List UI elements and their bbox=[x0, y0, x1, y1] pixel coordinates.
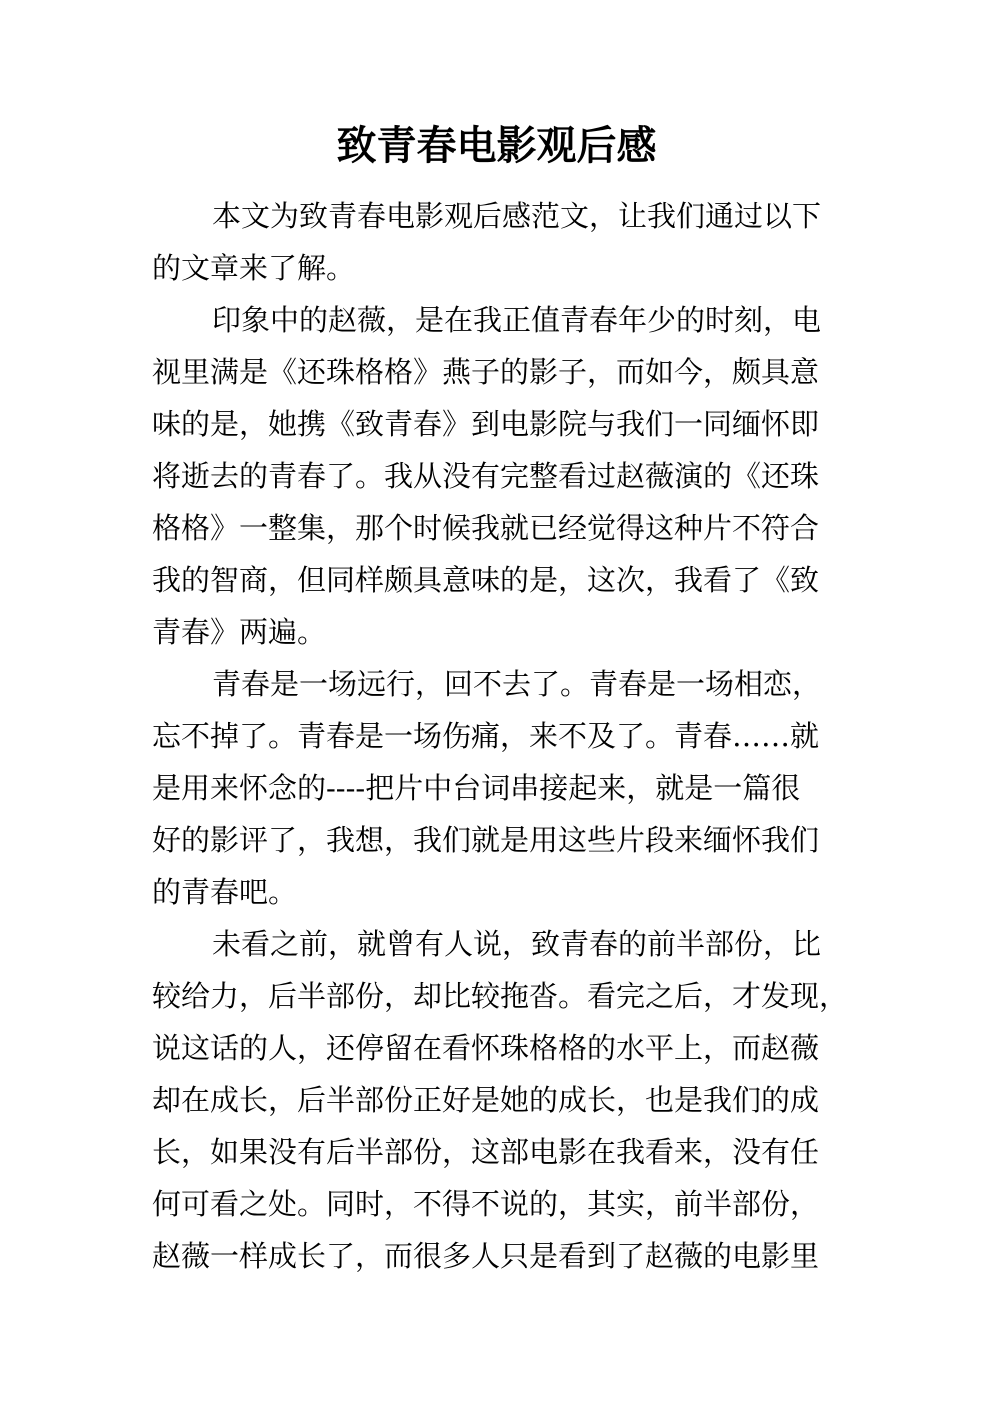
paragraph-4-line-7: 赵薇一样成长了，而很多人只是看到了赵薇的电影里 bbox=[152, 1239, 820, 1273]
paragraph-1-line-1: 本文为致青春电影观后感范文，让我们通过以下 bbox=[212, 199, 822, 233]
paragraph-2-line-6: 我的智商，但同样颇具意味的是，这次，我看了《致 bbox=[152, 563, 820, 597]
paragraph-3-line-4: 好的影评了，我想，我们就是用这些片段来缅怀我们 bbox=[152, 823, 820, 857]
paragraph-3-line-1: 青春是一场远行，回不去了。青春是一场相恋， bbox=[212, 667, 822, 701]
paragraph-2-line-4: 将逝去的青春了。我从没有完整看过赵薇演的《还珠 bbox=[152, 459, 820, 493]
paragraph-4-line-4: 却在成长，后半部份正好是她的成长，也是我们的成 bbox=[152, 1083, 820, 1117]
paragraph-4-line-3: 说这话的人，还停留在看怀珠格格的水平上，而赵薇 bbox=[152, 1031, 820, 1065]
paragraph-2-line-1: 印象中的赵薇，是在我正值青春年少的时刻，电 bbox=[212, 303, 822, 337]
paragraph-3-line-5: 的青春吧。 bbox=[152, 875, 298, 909]
paragraph-3-line-2: 忘不掉了。青春是一场伤痛，来不及了。青春……就 bbox=[152, 719, 820, 753]
paragraph-4-line-1: 未看之前，就曾有人说，致青春的前半部份，比 bbox=[212, 927, 822, 961]
paragraph-2-line-5: 格格》一整集，那个时候我就已经觉得这种片不符合 bbox=[152, 511, 820, 545]
document-title: 致青春电影观后感 bbox=[336, 122, 657, 169]
paragraph-4-line-6: 何可看之处。同时，不得不说的，其实，前半部份， bbox=[152, 1187, 820, 1221]
paragraph-2-line-3: 味的是，她携《致青春》到电影院与我们一同缅怀即 bbox=[152, 407, 820, 441]
paragraph-3-line-3: 是用来怀念的----把片中台词串接起来，就是一篇很 bbox=[152, 771, 801, 805]
paragraph-4-line-5: 长，如果没有后半部份，这部电影在我看来，没有任 bbox=[152, 1135, 820, 1169]
paragraph-4-line-2: 较给力，后半部份，却比较拖沓。看完之后，才发现， bbox=[152, 979, 849, 1013]
paragraph-2-line-7: 青春》两遍。 bbox=[152, 615, 327, 649]
paragraph-2-line-2: 视里满是《还珠格格》燕子的影子，而如今，颇具意 bbox=[152, 355, 820, 389]
paragraph-1-line-2: 的文章来了解。 bbox=[152, 251, 356, 285]
